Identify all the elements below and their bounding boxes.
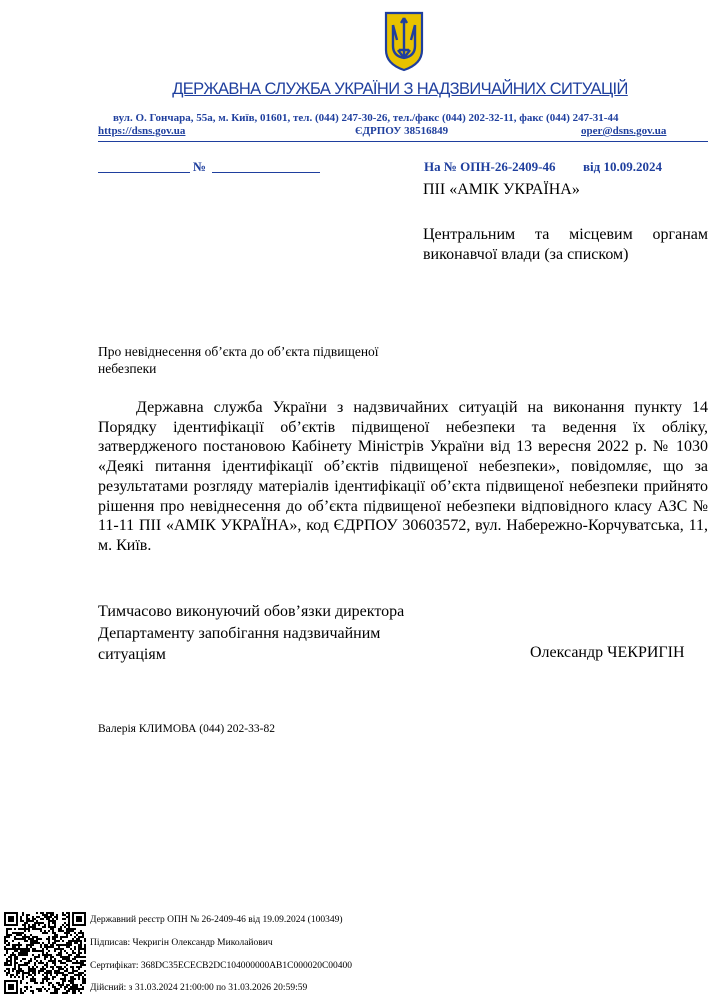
outgoing-date-blank bbox=[98, 172, 190, 173]
letter-subject: Про невіднесення об’єкта до об’єкта підвищеної небезпеки bbox=[98, 344, 379, 376]
reply-reference-date: від 10.09.2024 bbox=[583, 159, 662, 174]
agency-title: ДЕРЖАВНА СЛУЖБА УКРАЇНИ З НАДЗВИЧАЙНИХ СИТУАЦІЙ bbox=[172, 80, 628, 98]
agency-edrpou: ЄДРПОУ 38516849 bbox=[355, 125, 449, 137]
signature-registry: Державний реєстр ОПН № 26-2409-46 від 19.09.2024 (100349) bbox=[90, 915, 343, 925]
header-divider bbox=[98, 141, 708, 142]
signer-name: Олександр ЧЕКРИГІН bbox=[530, 644, 685, 661]
outgoing-number-sign: № bbox=[193, 159, 207, 174]
signer-position: Тимчасово виконуючий обов’язки директора Департаменту запобігання надзвичайним ситуаціям bbox=[98, 603, 405, 663]
coat-of-arms-icon bbox=[383, 10, 425, 72]
outgoing-number-blank bbox=[212, 172, 320, 173]
agency-address: вул. О. Гончара, 55а, м. Київ, 01601, тел. (044) 247-30-26, тел./факс (044) 202-32-11, факс (044) 247-31-44 bbox=[113, 112, 619, 124]
email-link[interactable]: oper@dsns.gov.ua bbox=[581, 125, 667, 137]
signature-validity: Дійсний: з 31.03.2024 21:00:00 по 31.03.2026 20:59:59 bbox=[90, 983, 308, 993]
qr-code-icon bbox=[4, 912, 86, 994]
recipient-secondary: Центральним та місцевим органам виконавчої влади (за списком) bbox=[423, 226, 708, 263]
signature-certificate: Сертифікат: 368DC35ECECB2DC104000000AB1C000020C00400 bbox=[90, 961, 353, 971]
letter-body: Державна служба України з надзвичайних ситуацій на виконання пункту 14 Порядку ідентифікації об’єктів підвищеної небезпеки та ведення їх обліку, затвердженого постановою Кабінету Міністрів України від 13 вересня 2022 р. № 1030 «Деякі питання ідентифікації об’єктів підвищеної небезпеки», повідомляє, що за результатами розгляду матеріалів ідентифікації об’єкта підвищеної небезпеки прийнято рішення про невіднесення до об’єкта підвищеної небезпеки відповідного класу АЗС № 11-11 ПІІ «АМІК УКРАЇНА», код ЄДРПОУ 30603572, вул. Набережно-Корчуватська, 11, м. Київ. bbox=[98, 399, 708, 554]
executor-contact: Валерія КЛИМОВА (044) 202-33-82 bbox=[98, 723, 275, 735]
reply-reference-number: На № ОПН-26-2409-46 bbox=[424, 159, 556, 174]
website-link[interactable]: https://dsns.gov.ua bbox=[98, 125, 186, 137]
recipient-primary: ПІІ «АМІК УКРАЇНА» bbox=[423, 181, 580, 198]
signature-signer: Підписав: Чекригін Олександр Миколайович bbox=[90, 938, 273, 948]
